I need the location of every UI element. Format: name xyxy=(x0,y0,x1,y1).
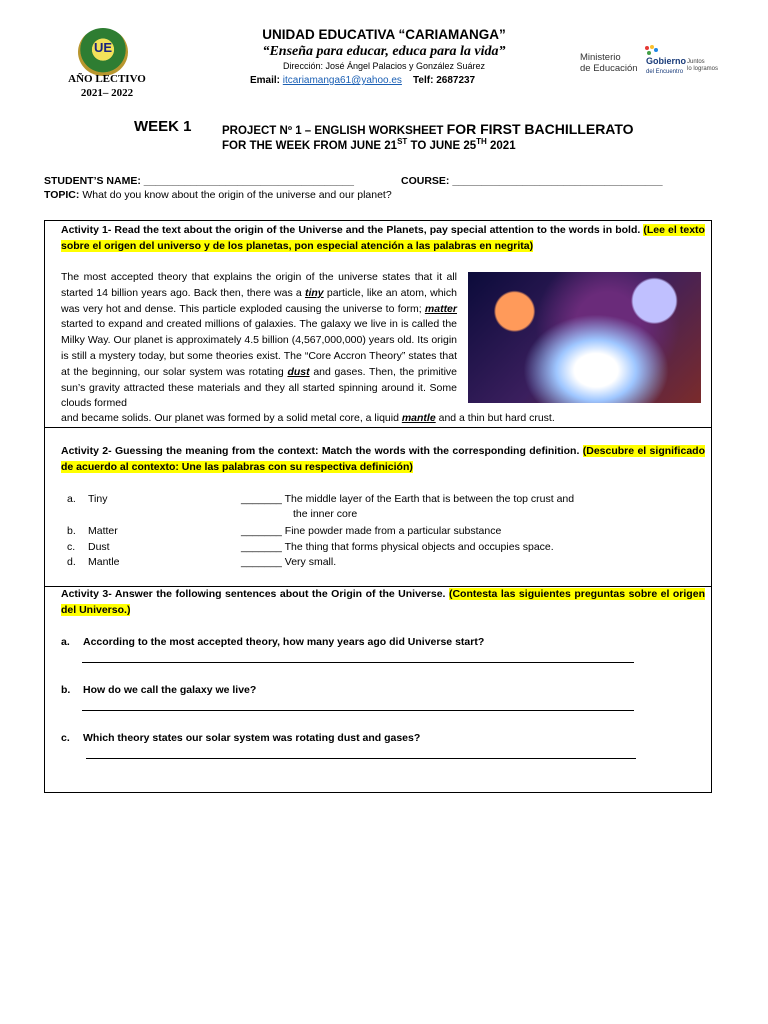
question xyxy=(61,684,256,696)
question xyxy=(61,636,484,648)
activity3-instruction-es: (Contesta las siguientes preguntas sobre el origen del Universo.) xyxy=(61,588,705,616)
question-letter: a. xyxy=(61,636,70,648)
answer-line[interactable] xyxy=(82,710,634,711)
activity1-instruction-en: Activity 1- Read the text about the origin of the Universe and the Planets, pay special attention to the words in bold. xyxy=(61,224,644,236)
dates-part1: FOR THE WEEK FROM JUNE 21 xyxy=(222,139,398,152)
ministry-logo xyxy=(580,52,638,74)
activity2-instruction-es: (Descubre el significado de acuerdo al contexto: Une las palabras con su respectiva definición) xyxy=(61,445,705,473)
gobierno-line2: del Encuentro xyxy=(646,69,684,75)
activity3-instruction-en: Activity 3- Answer the following sentences about the Origin of the Universe. xyxy=(61,588,449,600)
email-link[interactable]: itcariamanga61@yahoo.es xyxy=(282,75,402,86)
answer-line[interactable] xyxy=(86,758,636,759)
dates-part3: 2021 xyxy=(486,139,516,152)
reading-part3: started to expand and created millions of galaxies. The galaxy we live in is called the Milky Way. Our planet is approximately 4.5 billion (4,567,000,000) years old. Its origin is still a mystery today, but some theories exist. The “Core Accron Theory” states that at the beginning, our solar system was rotating xyxy=(61,318,457,378)
school-year xyxy=(62,72,152,100)
match-word: Matter xyxy=(88,525,118,537)
dates-sup2: TH xyxy=(476,137,487,146)
project-label: PROJECT Nº 1 – ENGLISH WORKSHEET xyxy=(222,125,447,137)
match-word: Tiny xyxy=(88,493,108,505)
reading-part1: The most accepted theory that explains the origin of the universe states that it all started 14 billion years ago. Back then, there was a xyxy=(61,271,457,299)
week-title: WEEK 1 xyxy=(134,118,192,135)
topic xyxy=(44,189,392,201)
email-label: Email: xyxy=(250,75,281,86)
reading-part2: particle, like an atom, which was very hot and dense. This particle exploded causing the universe to form; xyxy=(61,286,457,315)
ministry-line1: Ministerio xyxy=(580,52,621,63)
match-letter: d. xyxy=(67,556,76,568)
reading-text xyxy=(61,270,457,412)
bold-word-dust: dust xyxy=(287,365,310,378)
universe-image xyxy=(468,272,701,403)
dates-sup1: ST xyxy=(397,137,408,146)
bold-word-tiny: tiny xyxy=(304,286,324,299)
match-word: Mantle xyxy=(88,556,120,568)
juntos-logo xyxy=(687,59,718,73)
school-address: Dirección: José Ángel Palacios y González Suárez xyxy=(282,61,486,71)
question-text: Which theory states our solar system was rotating dust and gases? xyxy=(83,732,421,744)
project-dates xyxy=(222,137,516,152)
project-grade: FOR FIRST BACHILLERATO xyxy=(446,121,634,137)
course-field[interactable]: COURSE: ____________________________________ xyxy=(401,175,663,187)
match-word: Dust xyxy=(88,541,110,553)
match-letter: b. xyxy=(67,525,76,537)
bold-word-mantle: mantle xyxy=(401,412,436,424)
gobierno-line1: Gobierno xyxy=(646,56,686,66)
school-name: UNIDAD EDUCATIVA “CARIAMANGA” xyxy=(262,27,506,42)
question-text: How do we call the galaxy we live? xyxy=(83,684,257,696)
school-logo-text: UE xyxy=(93,40,113,55)
juntos-line2: lo logramos xyxy=(687,66,719,72)
phone: Telf: 2687237 xyxy=(413,75,476,86)
student-name-field[interactable]: STUDENT’S NAME: ____________________________________ xyxy=(44,175,354,187)
question-letter: b. xyxy=(61,684,71,696)
match-definition[interactable]: _______ The middle layer of the Earth that is between the top crust and xyxy=(241,493,575,505)
dates-part2: TO JUNE 25 xyxy=(407,139,477,152)
ministry-line2: de Educación xyxy=(580,63,638,74)
match-definition[interactable]: _______ The thing that forms physical objects and occupies space. xyxy=(241,541,554,553)
activity2-instruction xyxy=(61,443,705,475)
bold-word-matter: matter xyxy=(424,302,457,315)
match-letter: c. xyxy=(67,541,76,553)
activity1-instruction xyxy=(61,222,705,254)
year-value: 2021– 2022 xyxy=(80,87,134,99)
match-definition[interactable]: _______ Fine powder made from a particular substance xyxy=(241,525,502,537)
activity1-instruction-es: (Lee el texto sobre el origen del universo y de los planetas, pon especial atención a las palabras en negrita) xyxy=(61,224,705,252)
juntos-line1: Juntos xyxy=(687,59,705,65)
topic-text: What do you know about the origin of the universe and our planet? xyxy=(79,189,392,201)
question-letter: c. xyxy=(61,732,70,744)
question-text: According to the most accepted theory, how many years ago did Universe start? xyxy=(83,636,485,648)
match-definition-cont: the inner core xyxy=(293,508,358,520)
school-motto: “Enseña para educar, educa para la vida” xyxy=(262,44,506,59)
match-letter: a. xyxy=(67,493,76,505)
year-label: AÑO LECTIVO xyxy=(68,73,146,85)
reading-part5: and became solids. Our planet was formed by a solid metal core, a liquid xyxy=(61,412,402,424)
match-definition[interactable]: _______ Very small. xyxy=(241,556,337,568)
activity2-instruction-en: Activity 2- Guessing the meaning from the context: Match the words with the corresponding definition. xyxy=(61,445,583,457)
reading-part6: and a thin but hard crust. xyxy=(435,412,555,424)
contact-line xyxy=(250,75,475,86)
question xyxy=(61,732,420,744)
reading-part4: and gases. Then, the primitive sun’s gravity attracted these materials and they all started spinning around it. Some clouds formed xyxy=(61,365,457,410)
reading-last-line xyxy=(61,412,555,424)
gobierno-logo xyxy=(646,57,686,77)
topic-label: TOPIC: xyxy=(44,189,80,201)
project-title xyxy=(222,121,634,137)
activity3-instruction xyxy=(61,586,705,618)
answer-line[interactable] xyxy=(82,662,634,663)
